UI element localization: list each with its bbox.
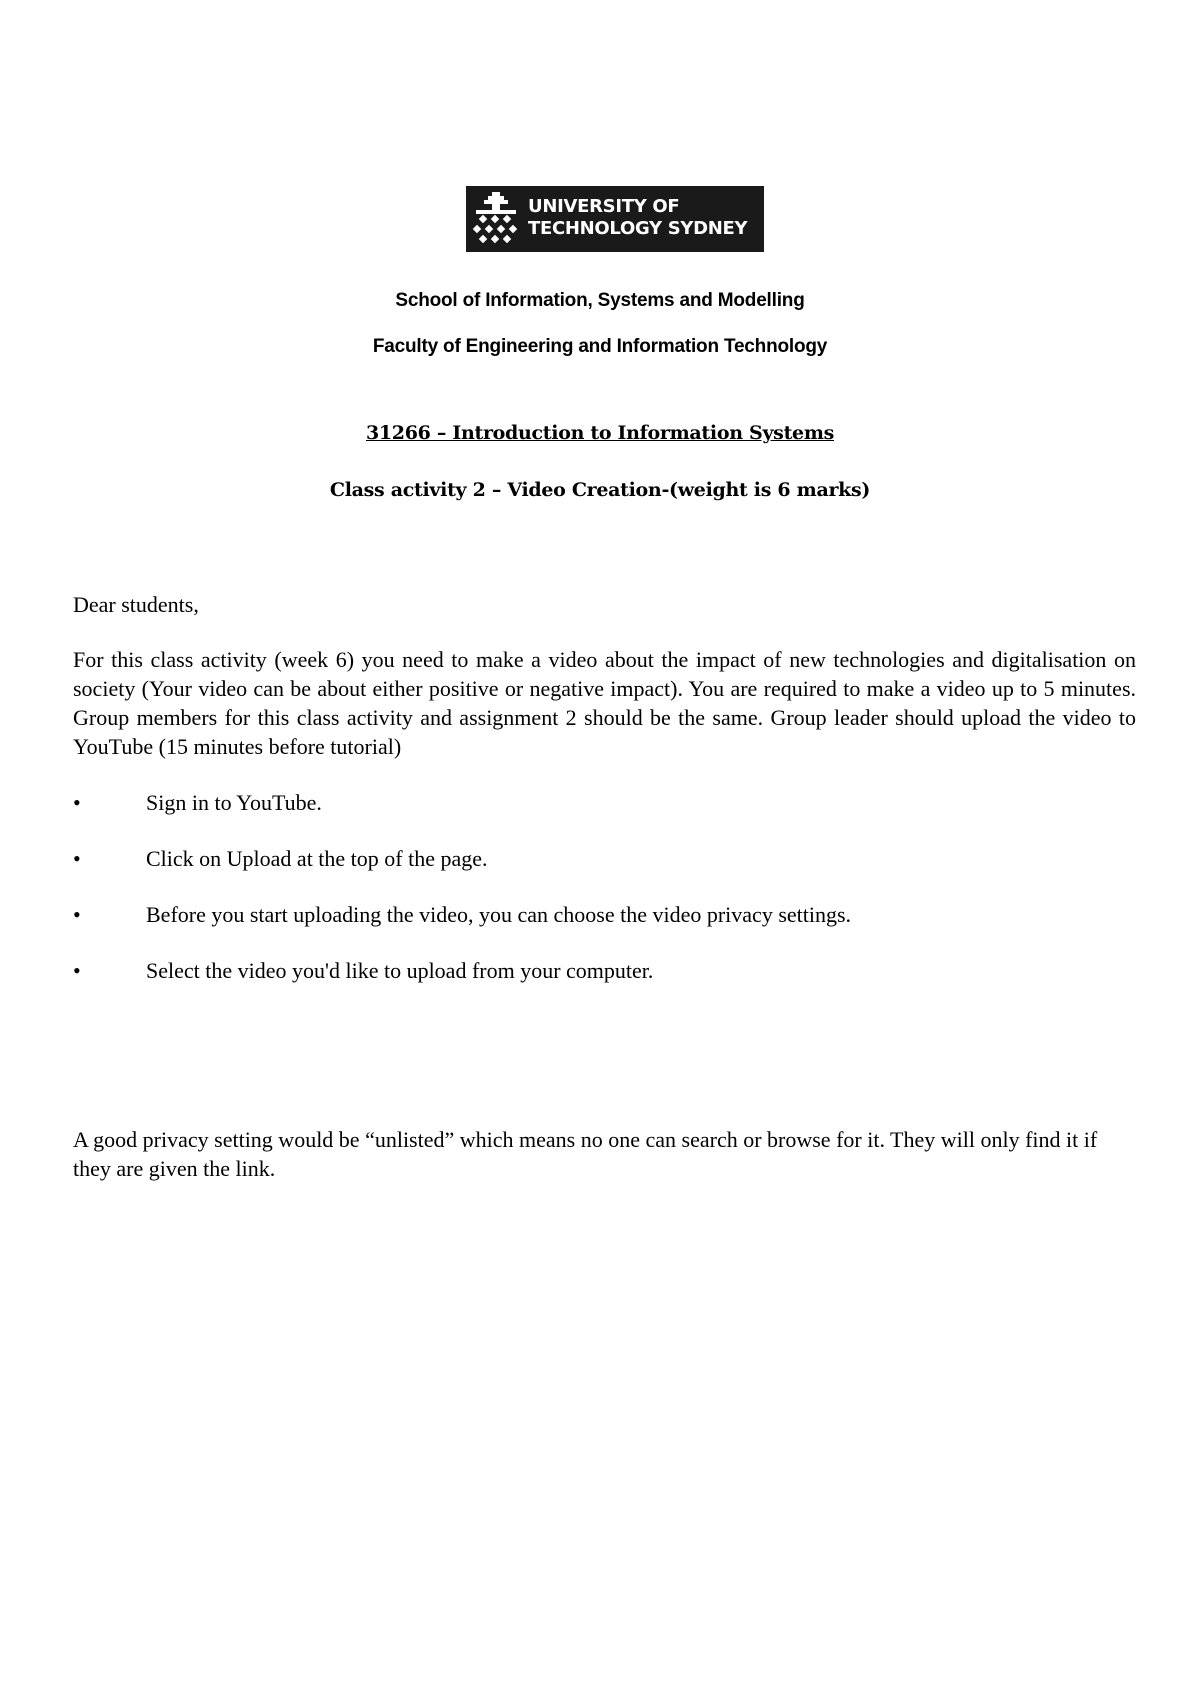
bullet-icon: • <box>73 846 81 871</box>
list-item-text: Click on Upload at the top of the page. <box>146 846 488 871</box>
bullet-icon: • <box>73 958 81 983</box>
logo-line-2: TECHNOLOGY SYDNEY <box>528 218 748 239</box>
bullet-icon: • <box>73 790 81 815</box>
school-name: School of Information, Systems and Modelling <box>395 290 805 311</box>
intro-paragraph: For this class activity (week 6) you need to make a video about the impact of new technologies and digitalisation on society (Your video can be about either positive or negative impact). You are required to make a video up to 5 minutes. Group members for this class activity and assignment 2 should be the same. Group leader should upload the video to YouTube (15 minutes before tutorial) <box>73 647 1136 759</box>
greeting: Dear students, <box>73 592 199 617</box>
uts-logo <box>466 186 764 252</box>
course-title: 31266 – Introduction to Information Systems <box>365 422 835 444</box>
faculty-name: Faculty of Engineering and Information Technology <box>372 336 828 357</box>
list-item-text: Sign in to YouTube. <box>146 790 322 815</box>
logo-wordmark <box>528 196 747 240</box>
uts-logo-mark-icon <box>470 186 522 252</box>
logo-line-1: UNIVERSITY OF <box>528 196 680 217</box>
list-item-text: Before you start uploading the video, you can choose the video privacy settings. <box>146 902 852 927</box>
activity-title: Class activity 2 – Video Creation-(weight is 6 marks) <box>329 479 871 501</box>
bullet-icon: • <box>73 902 81 927</box>
list-item-text: Select the video you'd like to upload from your computer. <box>146 958 654 983</box>
privacy-note: A good privacy setting would be “unlisted” which means no one can search or browse for it. They will only find it if they are given the link. <box>73 1127 1098 1181</box>
